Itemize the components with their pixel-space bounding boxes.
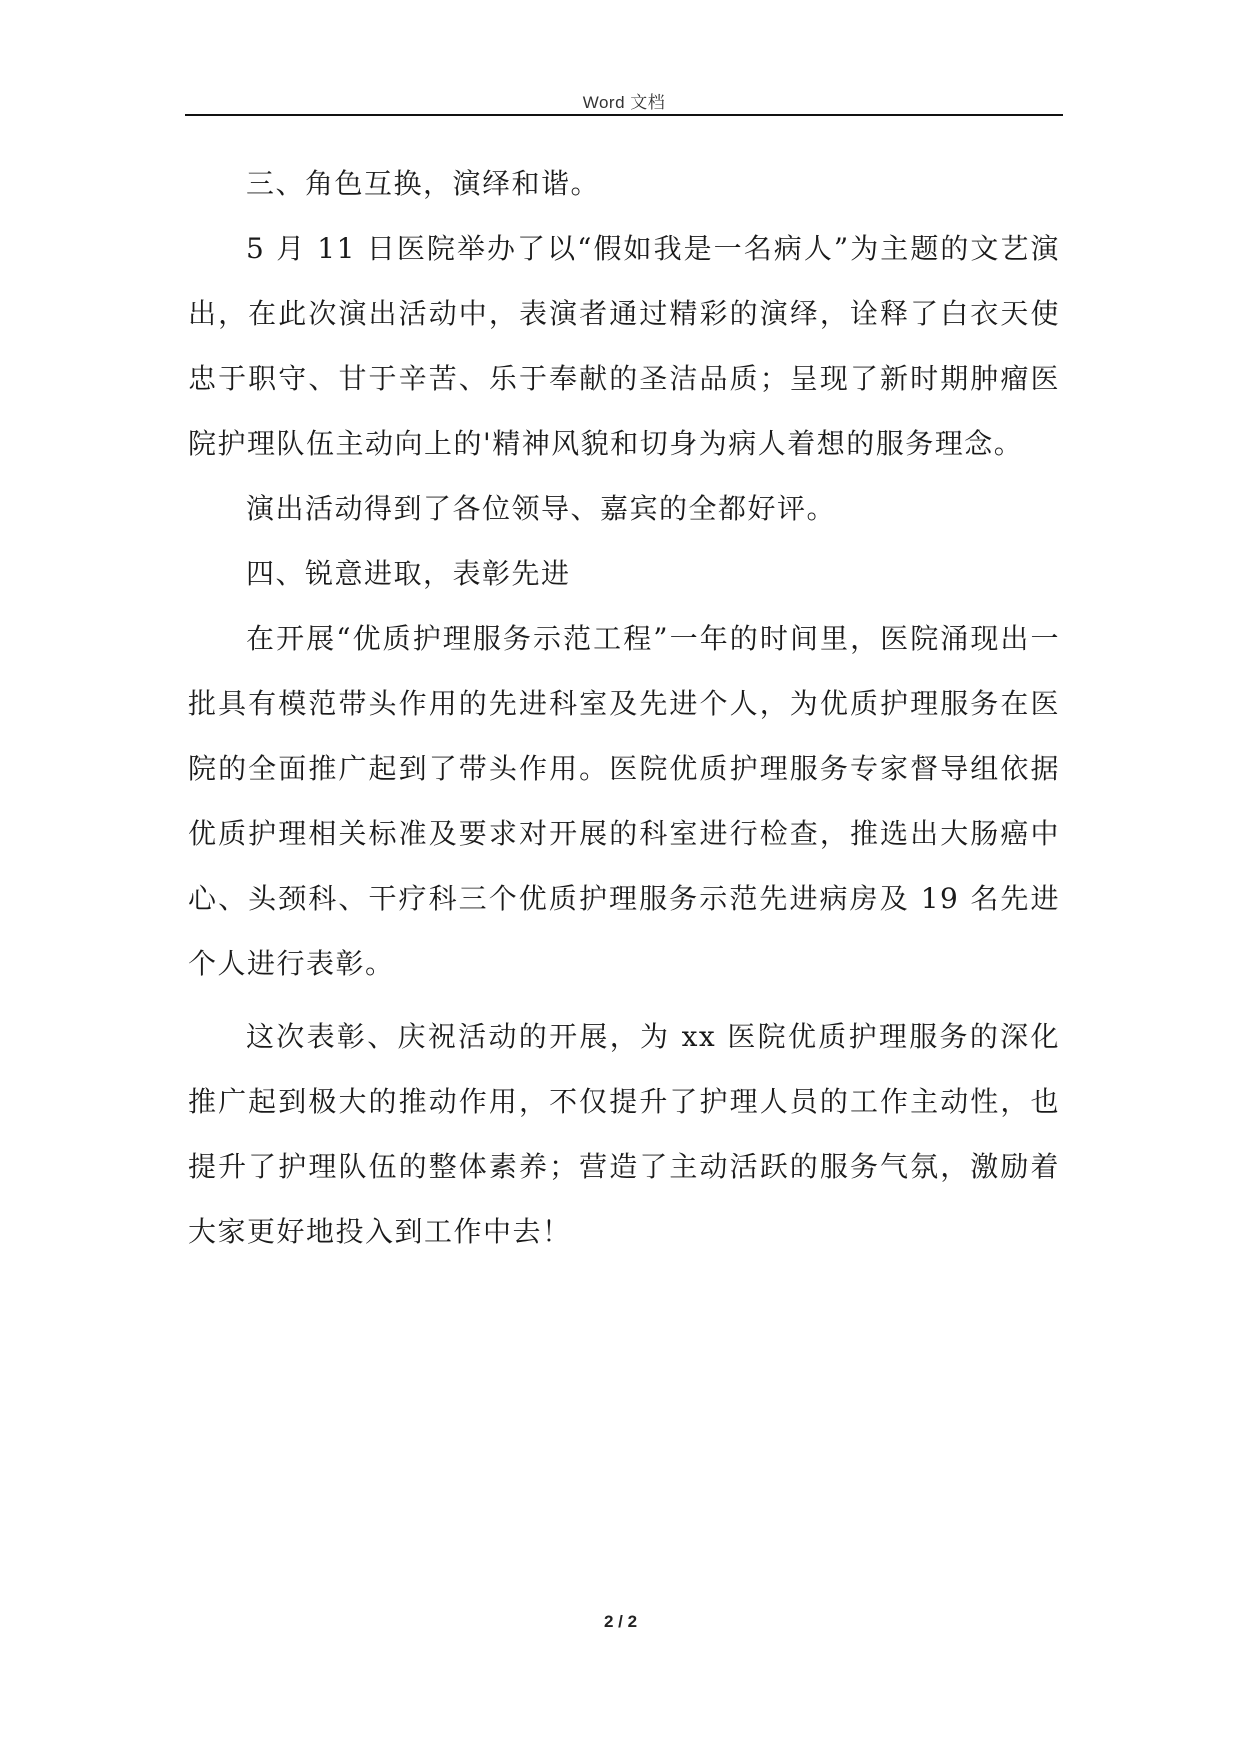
body-paragraph: 5 月 11 日医院举办了以“假如我是一名病人”为主题的文艺演出，在此次演出活动中，表演者通过精彩的演绎，诠释了白衣天使忠于职守、甘于辛苦、乐于奉献的圣洁品质；呈现了新时期肿瘤医院护理队伍主动向上的'精神风貌和切身为病人着想的服务理念。 <box>188 232 1060 460</box>
document-body <box>188 151 1060 1264</box>
header-divider <box>185 114 1063 116</box>
body-paragraph: 演出活动得到了各位领导、嘉宾的全都好评。 <box>246 492 837 525</box>
section-heading: 四、锐意进取，表彰先进 <box>246 557 571 590</box>
page-number: 2 / 2 <box>603 1612 638 1631</box>
page-header: Word 文档 <box>582 93 666 112</box>
section-heading: 三、角色互换，演绎和谐。 <box>246 167 601 200</box>
body-paragraph: 这次表彰、庆祝活动的开展，为 xx 医院优质护理服务的深化推广起到极大的推动作用，不仅提升了护理人员的工作主动性，也提升了护理队伍的整体素养；营造了主动活跃的服务气氛，激励着大家更好地投入到工作中去！ <box>188 1020 1060 1248</box>
body-paragraph: 在开展“优质护理服务示范工程”一年的时间里，医院涌现出一批具有模范带头作用的先进科室及先进个人，为优质护理服务在医院的全面推广起到了带头作用。医院优质护理服务专家督导组依据优质护理相关标准及要求对开展的科室进行检查，推选出大肠癌中心、头颈科、干疗科三个优质护理服务示范先进病房及 19 名先进个人进行表彰。 <box>188 622 1060 980</box>
